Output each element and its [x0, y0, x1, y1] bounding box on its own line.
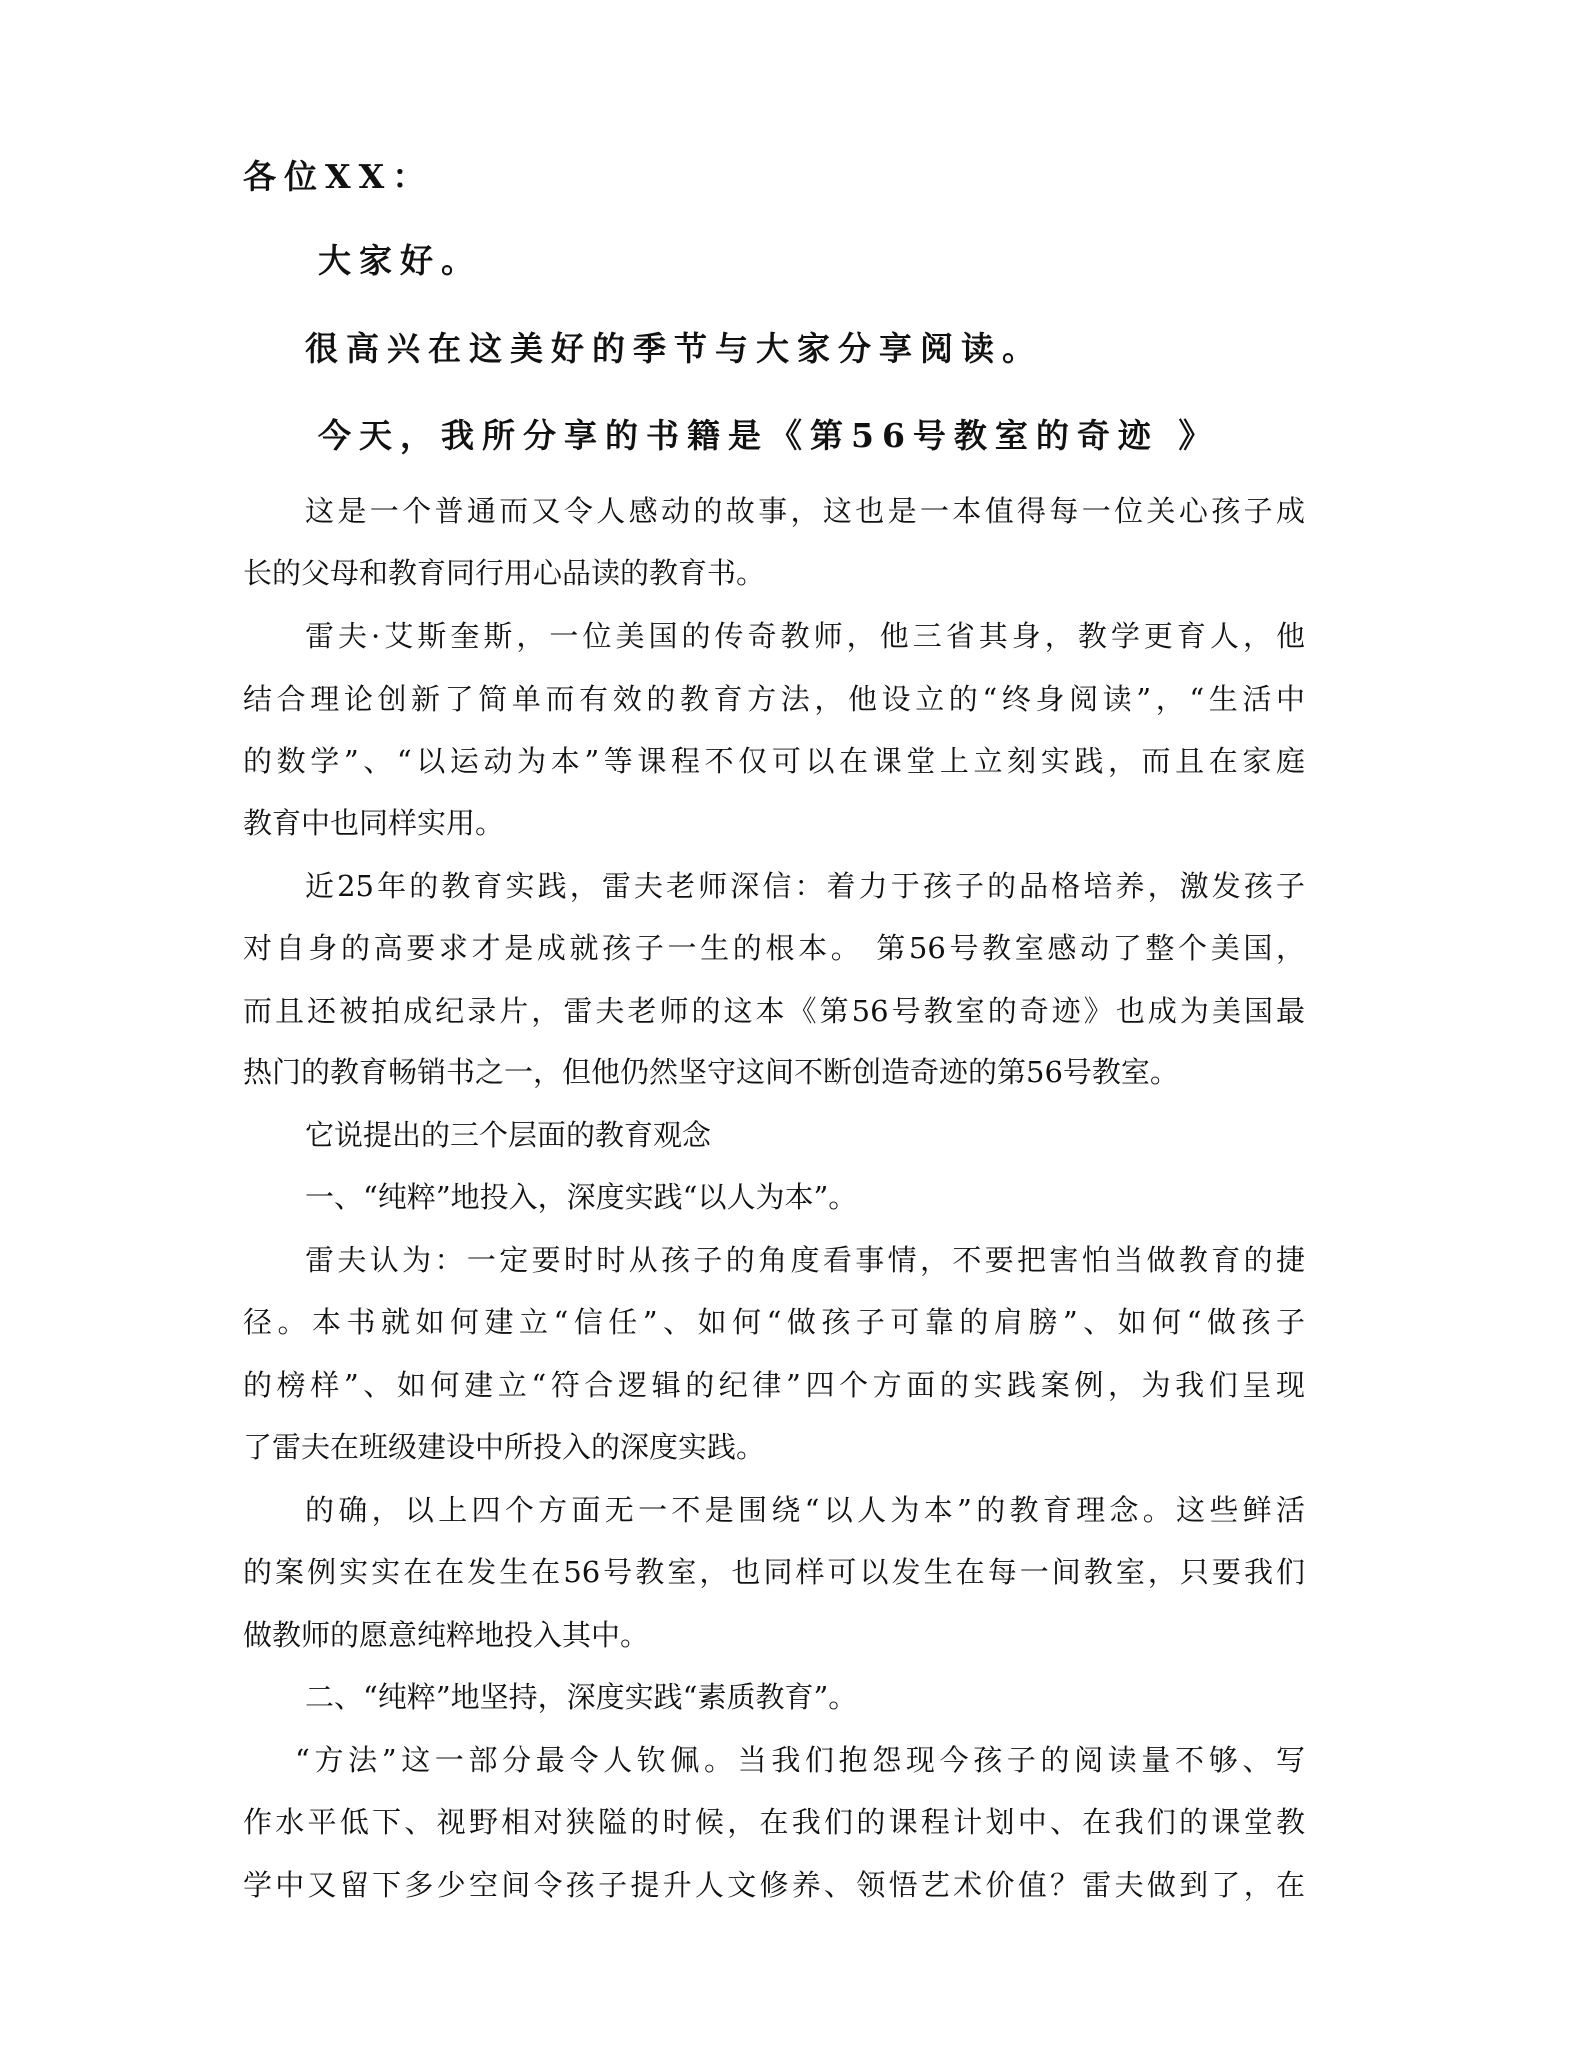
paragraph-line: 热门的教育畅销书之一，但他仍然坚守这间不断创造奇迹的第56号教室。 — [243, 1055, 1179, 1089]
paragraph-line: 了雷夫在班级建设中所投入的深度实践。 — [243, 1430, 766, 1464]
greeting: 大家好。 — [318, 241, 482, 280]
section-intro: 它说提出的三个层面的教育观念 — [305, 1118, 712, 1152]
paragraph-line: 教育中也同样实用。 — [243, 806, 505, 840]
book-introduction: 今天，我所分享的书籍是《第56号教室的奇迹 》 — [318, 416, 1220, 455]
paragraph-line: 结合理论创新了简单而有效的教育方法，他设立的“终身阅读”，“生活中 — [243, 682, 1305, 716]
paragraph-line: 长的父母和教育同行用心品读的教育书。 — [243, 556, 766, 590]
paragraph-line: 对自身的高要求才是成就孩子一生的根本。 第56号教室感动了整个美国， — [243, 931, 1305, 965]
salutation: 各位XX： — [243, 157, 434, 196]
paragraph-line: 这是一个普通而又令人感动的故事，这也是一本值得每一位关心孩子成 — [305, 494, 1305, 528]
paragraph-line: 雷夫认为：一定要时时从孩子的角度看事情，不要把害怕当做教育的捷 — [305, 1243, 1305, 1277]
section-heading-two: 二、“纯粹”地坚持，深度实践“素质教育”。 — [305, 1680, 858, 1714]
paragraph-line: 近25年的教育实践，雷夫老师深信：着力于孩子的品格培养，激发孩子 — [305, 869, 1305, 903]
paragraph-line: 做教师的愿意纯粹地投入其中。 — [243, 1618, 650, 1652]
section-heading-one: 一、“纯粹”地投入，深度实践“以人为本”。 — [305, 1180, 858, 1214]
paragraph-line: 雷夫·艾斯奎斯，一位美国的传奇教师，他三省其身，教学更育人，他 — [305, 619, 1305, 653]
paragraph-line: “方法”这一部分最令人钦佩。当我们抱怨现今孩子的阅读量不够、写 — [295, 1743, 1305, 1777]
intro-sentence: 很高兴在这美好的季节与大家分享阅读。 — [305, 329, 1043, 368]
paragraph-line: 学中又留下多少空间令孩子提升人文修养、领悟艺术价值？雷夫做到了，在 — [243, 1868, 1305, 1902]
paragraph-line: 的数学”、“以运动为本”等课程不仅可以在课堂上立刻实践，而且在家庭 — [243, 744, 1305, 778]
paragraph-line: 而且还被拍成纪录片，雷夫老师的这本《第56号教室的奇迹》也成为美国最 — [243, 994, 1305, 1028]
paragraph-line: 径。本书就如何建立“信任”、如何“做孩子可靠的肩膀”、如何“做孩子 — [243, 1305, 1305, 1339]
paragraph-line: 的案例实实在在发生在56号教室，也同样可以发生在每一间教室，只要我们 — [243, 1555, 1305, 1589]
paragraph-line: 的榜样”、如何建立“符合逻辑的纪律”四个方面的实践案例，为我们呈现 — [243, 1368, 1305, 1402]
paragraph-line: 作水平低下、视野相对狭隘的时候，在我们的课程计划中、在我们的课堂教 — [243, 1805, 1305, 1839]
paragraph-line: 的确，以上四个方面无一不是围绕“以人为本”的教育理念。这些鲜活 — [305, 1493, 1305, 1527]
